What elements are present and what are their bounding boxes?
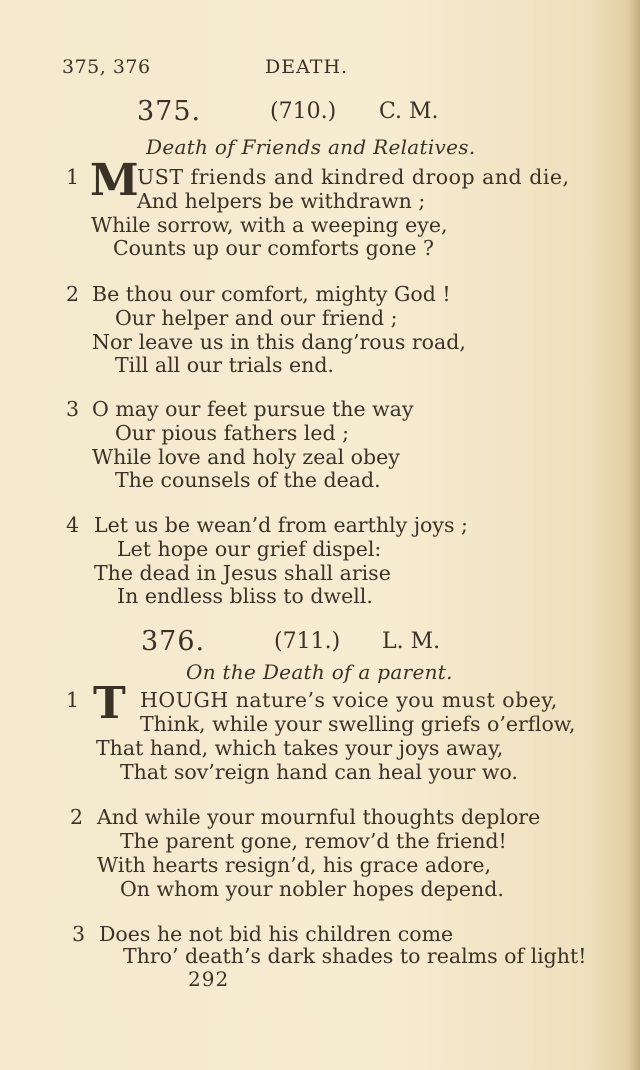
hymn-meter: L. M. (382, 629, 441, 654)
verse-line: Nor leave us in this dang’rous road, (92, 330, 466, 354)
verse-line: Think, while your swelling griefs o’erflow, (140, 712, 576, 736)
hymn-number: 376. (141, 626, 206, 657)
hymn-376-subtitle: On the Death of a parent. (186, 660, 453, 684)
verse-line: Our pious fathers led ; (115, 421, 350, 445)
verse-line: HOUGH nature’s voice you must obey, (140, 688, 558, 712)
verse-number: 3 (66, 397, 80, 421)
verse-line: In endless bliss to dwell. (117, 584, 373, 608)
hymn-meter: C. M. (379, 99, 439, 124)
verse-line: Our helper and our friend ; (115, 306, 398, 330)
verse-line: While sorrow, with a weeping eye, (91, 213, 448, 237)
page-number: 292 (188, 967, 230, 991)
hymn-number: 375. (137, 96, 202, 127)
running-head-title: DEATH. (265, 56, 349, 78)
verse-line: Let hope our grief dispel: (117, 537, 382, 561)
running-head-pages: 375, 376 (62, 56, 151, 78)
verse-line: That hand, which takes your joys away, (96, 736, 504, 760)
hymn-reference: (711.) (274, 629, 341, 654)
verse-number: 4 (66, 513, 80, 537)
verse-line: While love and holy zeal obey (92, 445, 400, 469)
verse-number: 2 (70, 805, 84, 829)
drop-cap-letter: M (90, 155, 139, 206)
page-edge-shadow (628, 0, 640, 1070)
verse-line: Thro’ death’s dark shades to realms of light! (123, 944, 587, 968)
verse-line: Counts up our comforts gone ? (113, 236, 434, 260)
verse-line: The counsels of the dead. (115, 468, 381, 492)
verse-number: 2 (66, 282, 80, 306)
verse-line: UST friends and kindred droop and die, (137, 165, 570, 189)
hymn-375-subtitle: Death of Friends and Relatives. (146, 135, 476, 159)
verse-number: 3 (72, 922, 86, 946)
verse-line: Till all our trials end. (115, 353, 334, 377)
verse-number: 1 (66, 165, 80, 189)
hymn-reference: (710.) (270, 99, 337, 124)
drop-cap-letter: T (93, 678, 126, 729)
verse-line: O may our feet pursue the way (92, 397, 414, 421)
verse-line: That sov’reign hand can heal your wo. (120, 760, 518, 784)
verse-line: Does he not bid his children come (99, 922, 454, 946)
verse-line: And helpers be withdrawn ; (137, 189, 426, 213)
verse-line: The parent gone, remov’d the friend! (120, 829, 507, 853)
verse-line: The dead in Jesus shall arise (94, 561, 391, 585)
verse-line: And while your mournful thoughts deplore (97, 805, 541, 829)
verse-line: Let us be wean’d from earthly joys ; (94, 513, 468, 537)
verse-line: On whom your nobler hopes depend. (120, 877, 504, 901)
verse-number: 1 (66, 688, 80, 712)
verse-line: With hearts resign’d, his grace adore, (97, 853, 492, 877)
verse-line: Be thou our comfort, mighty God ! (92, 282, 451, 306)
